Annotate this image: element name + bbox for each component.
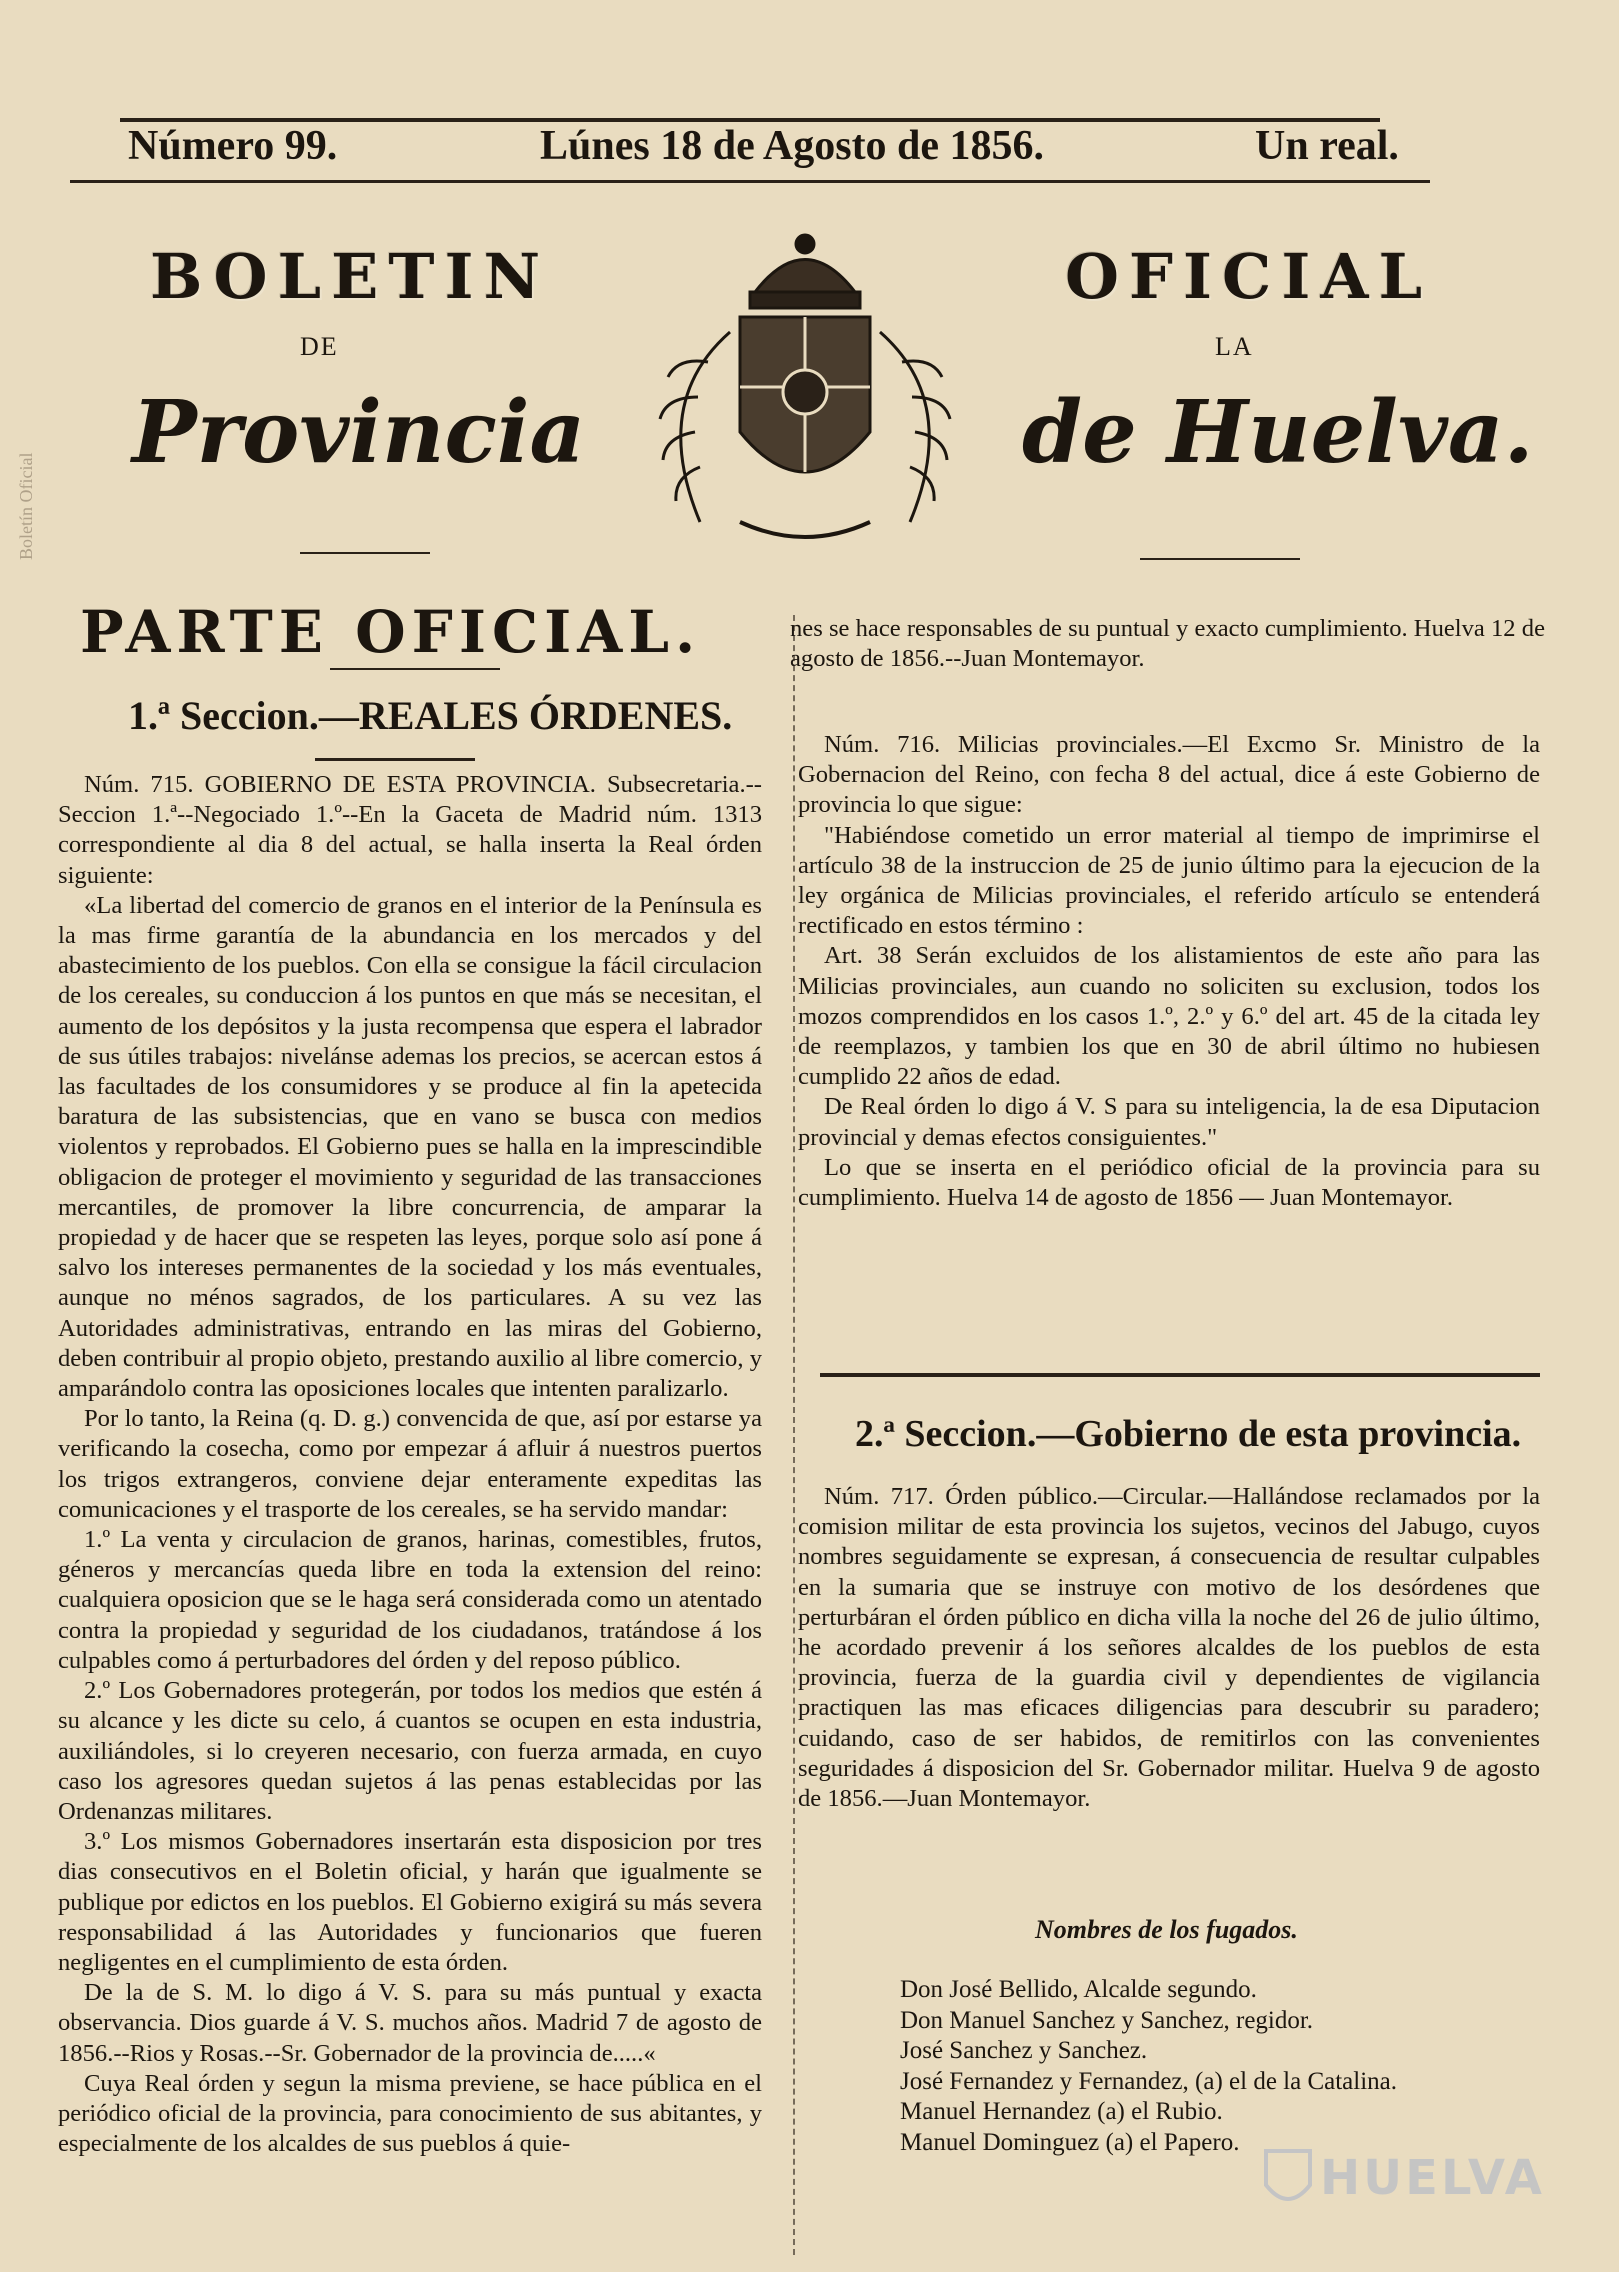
order-716-text [798,730,1540,1213]
archive-stamp-icon [1260,2145,1316,2215]
title-provincia: Provincia [132,382,586,483]
margin-text: Boletín Oficial [16,452,36,560]
fugitive-name: Don Manuel Sanchez y Sanchez, regidor. [900,2006,1314,2034]
section-1-heading: 1.ª Seccion.—REALES ÓRDENES. [128,693,733,738]
title-oficial: OFICIAL [1065,240,1433,313]
order-716-article-38: Art. 38 Serán excluidos de los alistamientos de este año para las Milicias provinciales, aun cuando no soliciten su exclusion, todos los mozos comprendidos en los casos 1.º, 2.º y 6.º del art. 45 de la citada ley de reemplazos, y tambien los que en 30 de abril último no hubiesen cumplido 22 años de edad. [798,942,1540,1091]
archive-stamp: HUELVA [1320,2150,1545,2206]
parte-oficial-heading: PARTE OFICIAL. [80,598,702,666]
order-715-intro: Núm. 715. GOBIERNO DE ESTA PROVINCIA. Subsecretaria.--Seccion 1.ª--Negociado 1.º--En la Gaceta de Madrid núm. 1313 correspondiente al dia 8 del actual, se halla inserta la Real órden siguiente: [58,771,762,889]
fugitives-heading: Nombres de los fugados. [1035,1915,1298,1944]
order-715-closing: De la de S. M. lo digo á V. S. para su más puntual y exacta observancia. Dios guarde á V. S. muchos años. Madrid 7 de agosto de 1856.--Rios y Rosas.--Sr. Gobernador de la provincia de.....« [58,1979,762,2067]
order-716-intro: Núm. 716. Milicias provinciales.—El Excmo Sr. Ministro de la Gobernacion del Reino, con fecha 8 del actual, dice á este Gobierno de provincia lo que sigue: [798,731,1540,819]
section-divider-rule [820,1373,1540,1377]
order-715-continuation: nes se hace responsables de su puntual y exacto cumplimiento. Huelva 12 de agosto de 1856.--Juan Montemayor. [790,615,1545,673]
title-la: LA [1215,332,1254,361]
order-717-body: Núm. 717. Órden público.—Circular.—Hallándose reclamados por la comision militar de esta provincia los sujetos, vecinos del Jabugo, cuyos nombres seguidamente se expresan, á consecuencia de resultar culpables en la sumaria que se instruye con motivo de los desórdenes que perturbáran el órden público en dicha villa la noche del 26 de julio último, he acordado prevenir á los señores alcaldes de los pueblos de esta provincia, fuerza de la guardia civil y dependientes de vigilancia practiquen las mas eficaces diligencias para descubrir su paradero; cuidando, caso de ser habidos, de remitirlos con las convenientes seguridades á disposicion del Sr. Gobernador militar. Huelva 9 de agosto de 1856.—Juan Montemayor. [798,1483,1540,1813]
order-717-text [798,1482,1540,1814]
right-column-continuation [790,614,1545,674]
issue-date: Lúnes 18 de Agosto de 1856. [540,123,1045,169]
order-715-article-1: 1.º La venta y circulacion de granos, harinas, comestibles, frutos, géneros y mercancías queda libre en toda la extension del reino: cualquiera oposicion que se le haga será considerada como un atentado contra la propiedad y seguridad de los ciudadanos, tratándose á los culpables como á perturbadores del órden y del reposo público. [58,1526,762,1674]
order-715-article-2: 2.º Los Gobernadores protegerán, por todos los medios que estén á su alcance y les dicte su celo, á cuantos se ocupen en esta industria, auxiliándoles, si lo creyeren necesario, con fuerza armada, en cuyo caso los agresores quedan sujetos á las penas establecidas por las Ordenanzas militares. [58,1677,762,1825]
fugitives-list [900,1975,1397,2158]
fugitive-name: José Sanchez y Sanchez. [900,2037,1148,2064]
section-1-rule [315,758,475,761]
ornament-rule-left [300,552,430,554]
order-716-real-orden: De Real órden lo digo á V. S para su inteligencia, la de esa Diputacion provincial y demas efectos consiguientes." [798,1093,1540,1151]
fugitive-name: Manuel Hernandez (a) el Rubio. [900,2098,1223,2125]
fugitive-name: Don José Bellido, Alcalde segundo. [900,1976,1257,2003]
order-715-article-3: 3.º Los mismos Gobernadores insertarán esta disposicion por tres dias consecutivos en el Boletin oficial, y harán que igualmente se publique por edictos en los pueblos. El Gobierno exigirá su más severa responsabilidad á las Autoridades y funcionarios que fueren negligentes en el cumplimiento de esta órden. [58,1828,762,1976]
title-de: DE [300,332,339,361]
title-boletin: BOLETIN [150,240,551,313]
title-de-huelva: de Huelva. [1022,382,1534,483]
ornament-rule-right [1140,558,1300,560]
order-716-publication: Lo que se inserta en el periódico oficial de la provincia para su cumplimiento. Huelva 14 de agosto de 1856 — Juan Montemayor. [798,1153,1540,1212]
royal-crest-icon [590,222,1020,562]
issue-price: Un real. [1255,123,1399,169]
fugitive-name: José Fernandez y Fernandez, (a) el de la Catalina. [900,2067,1398,2095]
column-divider [793,615,795,2255]
issue-number: Número 99. [128,123,338,169]
order-715-por-lo-tanto: Por lo tanto, la Reina (q. D. g.) convencida de que, así por estarse ya verificando la cosecha, como por empezar á afluir á nuestros puertos los trigos extrangeros, conviene dejar enteramente expeditas las comunicaciones y el trasporte de los cereales, se ha servido mandar: [58,1405,762,1523]
fugitive-name: Manuel Dominguez (a) el Papero. [900,2128,1240,2156]
section-2-heading: 2.ª Seccion.—Gobierno de esta provincia. [855,1413,1522,1455]
order-715-publication: Cuya Real órden y segun la misma previene, se hace pública en el periódico oficial de la provincia, para conocimiento de sus abitantes, y especialmente de los alcaldes de sus pueblos á quie- [58,2069,762,2158]
header-rule [70,180,1430,183]
parte-rule [330,668,500,670]
order-716-quote: "Habiéndose cometido un error material al tiempo de imprimirse el artículo 38 de la instruccion de 25 de junio último para la ejecucion de la ley orgánica de Milicias provinciales, el referido artículo se entenderá rectificado en estos término : [798,821,1540,940]
left-column-text [58,770,762,2159]
order-715-body: «La libertad del comercio de granos en el interior de la Península es la mas firme garantía de la abundancia en los mercados y del abastecimiento de los pueblos. Con ella se consigue la fácil circulacion de los cereales, su conduccion á los puntos en que más se necesitan, el aumento de los depósitos y la justa recompensa que espera el labrador de sus útiles trabajos: nivelánse ademas los precios, se acercan estos á las facultades de los consumidores y se produce al fin la apetecida baratura de las subsistencias, que en vano se busca con medios violentos y reprobados. El Gobierno pues se halla en la imprescindible obligacion de proteger el movimiento y seguridad de las transacciones mercantiles, de promover la libre concurrencia, de amparar la propiedad y de hacer que se respeten las leyes, porque solo así pone á salvo los intereses permanentes de la sociedad y los más eventuales, aunque no ménos sagrados, de los particulares. A su vez las Autoridades administrativas, entrando en las miras del Gobierno, deben contribuir al propio objeto, prestando auxilio al libre comercio, y amparándolo contra las oposiciones locales que intenten paralizarlo. [58,891,762,1403]
